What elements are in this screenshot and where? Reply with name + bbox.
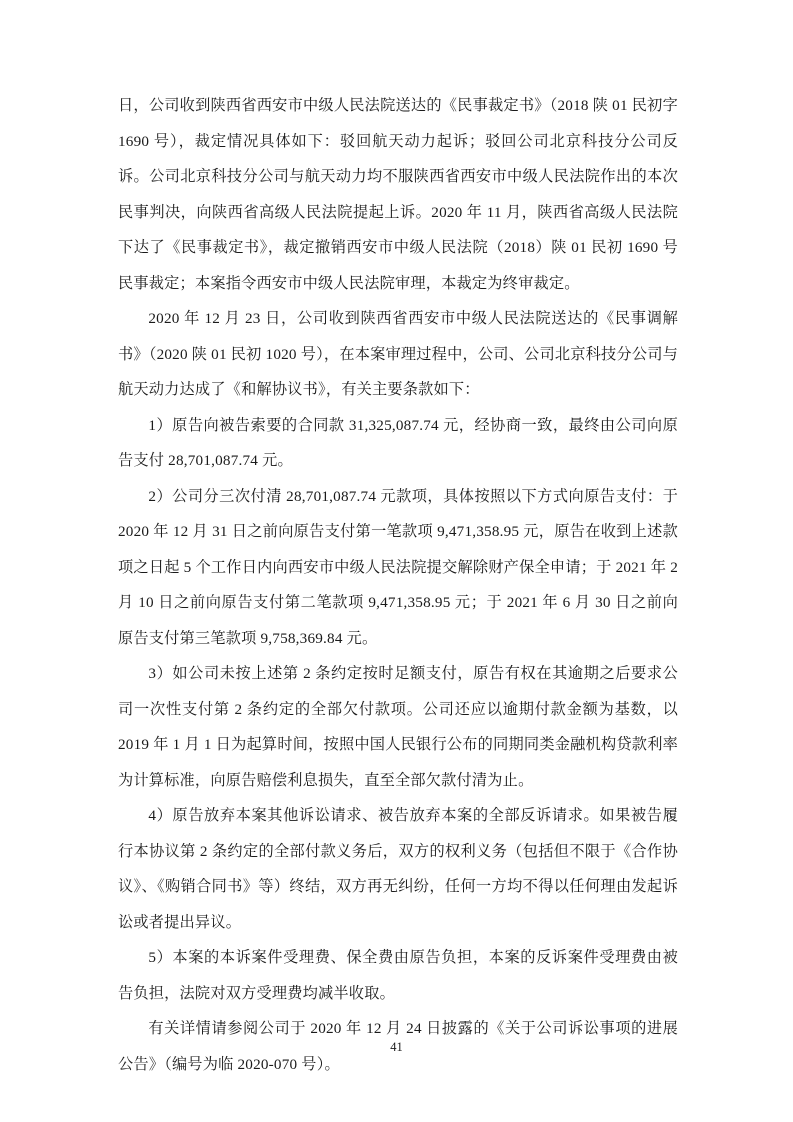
paragraph: 1）原告向被告索要的合同款 31,325,087.74 元，经协商一致，最终由公司向原告支付 28,701,087.74 元。 xyxy=(118,416,678,469)
paragraph: 2）公司分三次付清 28,701,087.74 元款项，具体按照以下方式向原告支付：于 2020 年 12 月 31 日之前向原告支付第一笔款项 9,471,358.95 元，原告在收到上述款项之日起 5 个工作日内向西安市中级人民法院提交解除财产保全申请；于 2021 年 2 月 10 日之前向原告支付第二笔款项 9,471,358.95 元；于 2021 年 6 月 30 日之前向原告支付第三笔款项 9,758,369.84 元。 xyxy=(118,487,678,647)
paragraph: 3）如公司未按上述第 2 条约定按时足额支付，原告有权在其逾期之后要求公司一次性支付第 2 条约定的全部欠付款项。公司还应以逾期付款金额为基数，以 2019 年 1 月 1 日为起算时间，按照中国人民银行公布的同期同类金融机构贷款利率为计算标准，向原告赔偿利息损失，直至全部欠款付清为止。 xyxy=(118,665,678,789)
paragraph: 日，公司收到陕西省西安市中级人民法院送达的《民事裁定书》（2018 陕 01 民初字 1690 号），裁定情况具体如下：驳回航天动力起诉；驳回公司北京科技分公司反诉。公司北京科技分公司与航天动力均不服陕西省西安市中级人民法院作出的本次民事判决，向陕西省高级人民法院提起上诉。2020 年 11 月，陕西省高级人民法院下达了《民事裁定书》，裁定撤销西安市中级人民法院（2018）陕 01 民初 1690 号民事裁定；本案指令西安市中级人民法院审理，本裁定为终审裁定。 xyxy=(118,97,678,292)
paragraph: 有关详情请参阅公司于 2020 年 12 月 24 日披露的《关于公司诉讼事项的进展公告》（编号为临 2020-070 号）。 xyxy=(118,1020,678,1073)
document-body xyxy=(118,88,678,1082)
paragraph: 4）原告放弃本案其他诉讼请求、被告放弃本案的全部反诉请求。如果被告履行本协议第 2 条约定的全部付款义务后，双方的权利义务（包括但不限于《合作协议》、《购销合同书》等）终结，双方再无纠纷，任何一方均不得以任何理由发起诉讼或者提出异议。 xyxy=(118,807,678,931)
page-number: 41 xyxy=(390,1040,403,1054)
paragraph: 5）本案的本诉案件受理费、保全费由原告负担，本案的反诉案件受理费由被告负担，法院对双方受理费均减半收取。 xyxy=(118,949,678,1002)
paragraph: 2020 年 12 月 23 日，公司收到陕西省西安市中级人民法院送达的《民事调解书》（2020 陕 01 民初 1020 号），在本案审理过程中，公司、公司北京科技分公司与航天动力达成了《和解协议书》，有关主要条款如下： xyxy=(118,310,678,398)
